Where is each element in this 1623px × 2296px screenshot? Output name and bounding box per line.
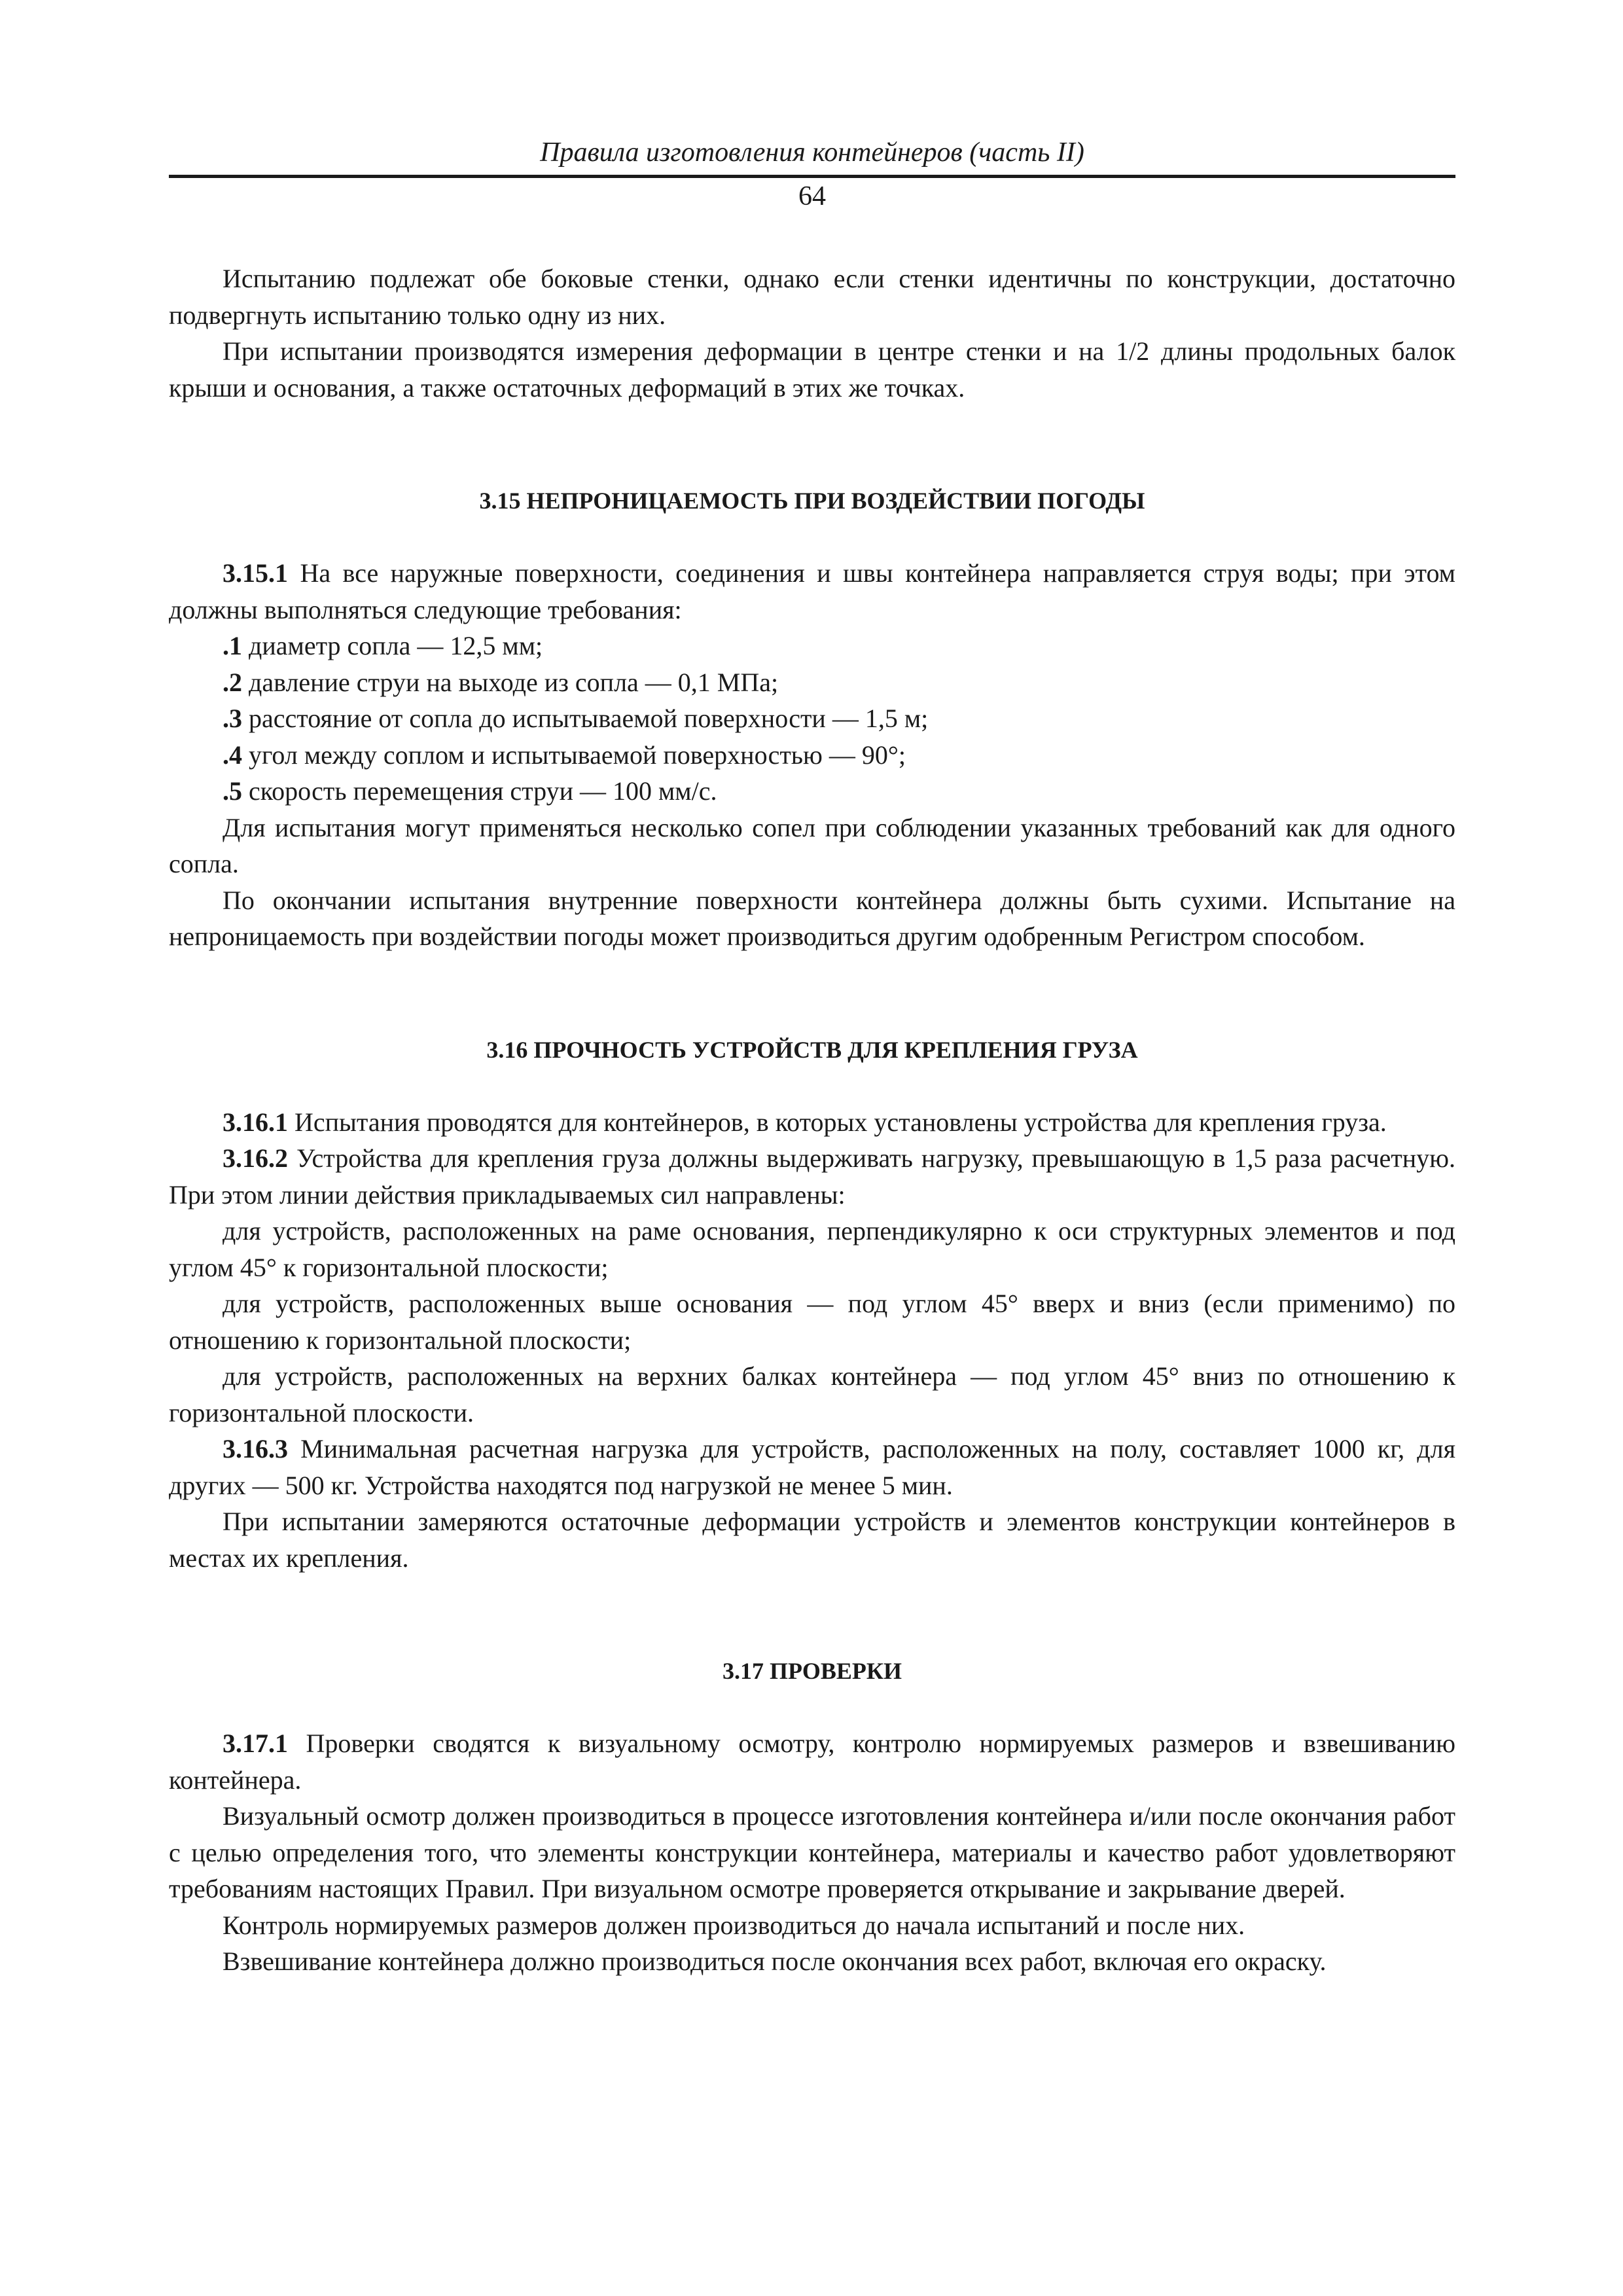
item-text: угол между соплом и испытываемой поверхностью — 90°;	[242, 740, 906, 770]
item-text: расстояние от сопла до испытываемой поверхности — 1,5 м;	[242, 704, 929, 733]
paragraph: для устройств, расположенных на раме основания, перпендикулярно к оси структурных элементов и под углом 45° к горизонтальной плоскости;	[169, 1216, 1455, 1282]
list-item	[169, 773, 1455, 810]
clause-number: 3.16.3	[223, 1434, 288, 1463]
section-heading-3-16: 3.16 ПРОЧНОСТЬ УСТРОЙСТВ ДЛЯ КРЕПЛЕНИЯ ГРУЗА	[486, 1036, 1138, 1063]
clause-text: Проверки сводятся к визуальному осмотру, контролю нормируемых размеров и взвешиванию контейнера.	[169, 1729, 1455, 1795]
clause-number: 3.15.1	[223, 558, 288, 588]
paragraph: Для испытания могут применяться несколько сопел при соблюдении указанных требований как для одного сопла.	[169, 812, 1455, 878]
clause-3-17-1	[169, 1725, 1455, 1798]
item-number: .2	[223, 667, 242, 697]
paragraph: для устройств, расположенных на верхних балках контейнера — под углом 45° вниз по отношению к горизонтальной плоскости.	[169, 1361, 1455, 1427]
item-text: давление струи на выходе из сопла — 0,1 МПа;	[242, 667, 779, 697]
list-item	[169, 700, 1455, 737]
header-rule	[169, 175, 1455, 178]
clause-3-16-2	[169, 1140, 1455, 1213]
clause-number: 3.16.2	[223, 1143, 288, 1173]
clause-text: На все наружные поверхности, соединения и швы контейнера направляется струя воды; при этом должны выполняться следующие требования:	[169, 558, 1455, 624]
clause-3-16-3	[169, 1431, 1455, 1503]
document-page	[169, 134, 1455, 1980]
clause-number: 3.17.1	[223, 1729, 288, 1758]
section-heading-3-15: 3.15 НЕПРОНИЦАЕМОСТЬ ПРИ ВОЗДЕЙСТВИИ ПОГОДЫ	[479, 488, 1145, 514]
paragraph: При испытании замеряются остаточные деформации устройств и элементов конструкции контейнеров в местах их крепления.	[169, 1507, 1455, 1573]
list-item	[169, 664, 1455, 701]
clause-3-16-1	[169, 1104, 1455, 1141]
running-header: Правила изготовления контейнеров (часть II)	[540, 137, 1084, 168]
item-number: .3	[223, 704, 242, 733]
list-item	[169, 628, 1455, 664]
item-number: .4	[223, 740, 242, 770]
paragraph: Визуальный осмотр должен производиться в процессе изготовления контейнера и/или после окончания работ с целью определения того, что элементы конструкции контейнера, материалы и качество работ удовлетворяют требованиям настоящих Правил. При визуальном осмотре проверяется открывание и закрывание дверей.	[169, 1801, 1455, 1903]
clause-text: Устройства для крепления груза должны выдерживать нагрузку, превышающую в 1,5 раза расчетную. При этом линии действия прикладываемых сил направлены:	[169, 1143, 1455, 1210]
paragraph: для устройств, расположенных выше основания — под углом 45° вверх и вниз (если применимо) по отношению к горизонтальной плоскости;	[169, 1289, 1455, 1355]
section-heading-3-17: 3.17 ПРОВЕРКИ	[722, 1658, 902, 1684]
paragraph: При испытании производятся измерения деформации в центре стенки и на 1/2 длины продольных балок крыши и основания, а также остаточных деформаций в этих же точках.	[169, 336, 1455, 403]
clause-number: 3.16.1	[223, 1107, 288, 1137]
clause-text: Минимальная расчетная нагрузка для устройств, расположенных на полу, составляет 1000 кг, для других — 500 кг. Устройства находятся под нагрузкой не менее 5 мин.	[169, 1434, 1455, 1500]
item-number: .1	[223, 631, 242, 660]
item-text: диаметр сопла — 12,5 мм;	[242, 631, 543, 660]
paragraph: Взвешивание контейнера должно производиться после окончания всех работ, включая его окраску.	[223, 1946, 1327, 1976]
paragraph: По окончании испытания внутренние поверхности контейнера должны быть сухими. Испытание на непроницаемость при воздействии погоды может производиться другим одобренным Регистром способом.	[169, 885, 1455, 951]
page-number: 64	[798, 181, 826, 211]
list-item	[169, 737, 1455, 774]
item-text: скорость перемещения струи — 100 мм/с.	[242, 776, 717, 806]
clause-3-15-1	[169, 555, 1455, 628]
body-text	[169, 260, 1455, 1980]
clause-text: Испытания проводятся для контейнеров, в которых установлены устройства для крепления груза.	[288, 1107, 1387, 1137]
paragraph: Испытанию подлежат обе боковые стенки, однако если стенки идентичны по конструкции, достаточно подвергнуть испытанию только одну из них.	[169, 264, 1455, 330]
item-number: .5	[223, 776, 242, 806]
paragraph: Контроль нормируемых размеров должен производиться до начала испытаний и после них.	[223, 1910, 1245, 1940]
